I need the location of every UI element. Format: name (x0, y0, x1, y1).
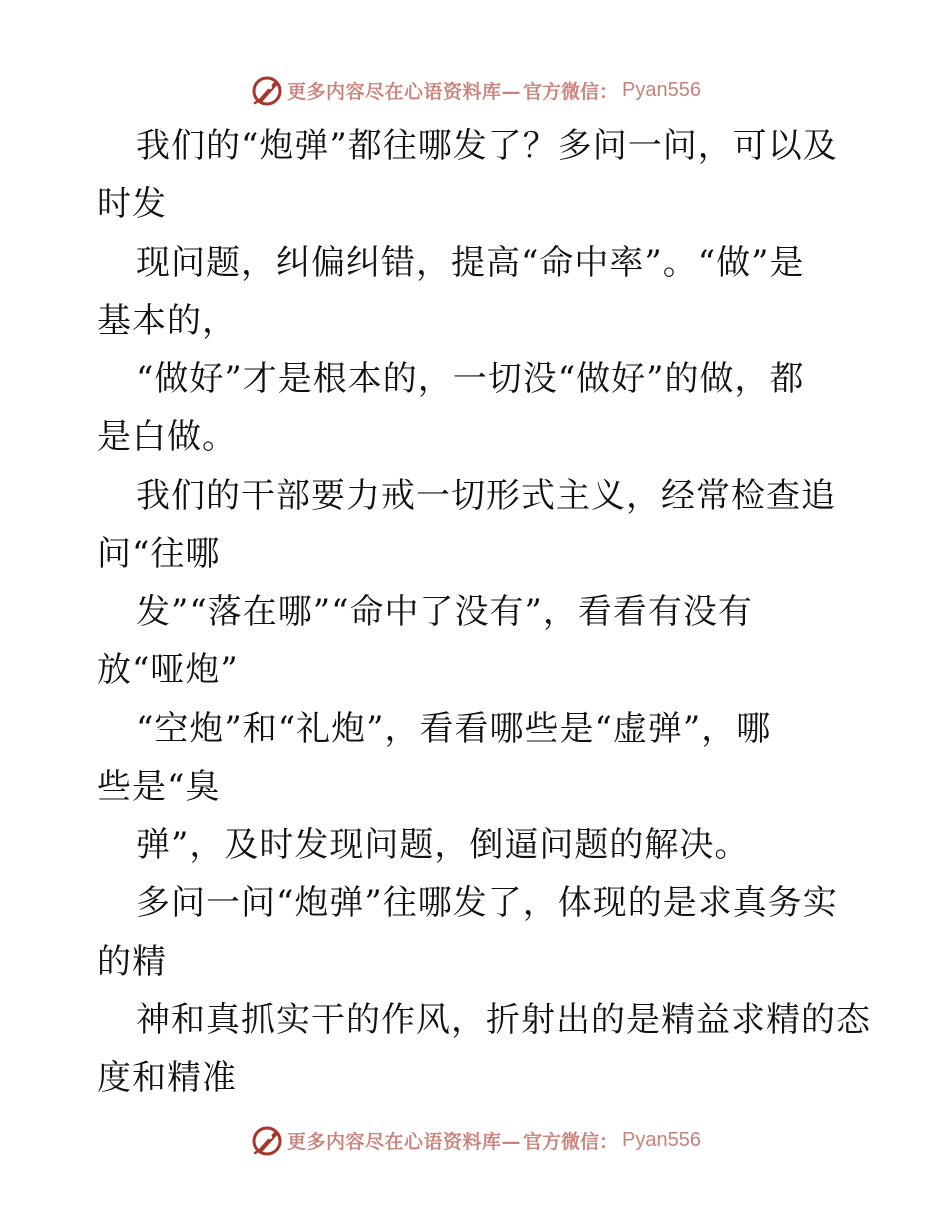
body-line-11: “空炮”和“礼炮”，看看哪些是“虚弹”，哪 (136, 709, 772, 749)
body-line-9: 发”“落在哪”“命中了没有”，看看有没有 (136, 592, 753, 632)
body-line-7: 我们的干部要力戒一切形式主义，经常检查追 (136, 476, 836, 516)
body-line-8: 问“往哪 (97, 534, 221, 574)
watermark-wechat-id: Pyan556 (622, 1128, 701, 1151)
body-line-12: 些是“臭 (97, 767, 221, 807)
body-line-5: “做好”才是根本的，一切没“做好”的做，都 (136, 359, 805, 399)
body-line-6: 是白做。 (97, 417, 237, 457)
footer-watermark-banner (0, 1120, 950, 1160)
body-line-16: 神和真抓实干的作风，折射出的是精益求精的态 (136, 1000, 871, 1040)
watermark-wechat-label: 官方微信： (523, 1130, 619, 1153)
body-line-13: 弹”，及时发现问题，倒逼问题的解决。 (136, 825, 750, 865)
quill-logo-icon (249, 1122, 285, 1158)
body-line-4: 基本的， (97, 301, 237, 341)
body-line-17: 度和精准 (97, 1058, 237, 1098)
body-line-14: 多问一问“炮弹”往哪发了，体现的是求真务实 (136, 883, 838, 923)
watermark-wechat-id: Pyan556 (622, 78, 701, 101)
body-line-1: 我们的“炮弹”都往哪发了？多问一问，可以及 (136, 126, 838, 166)
watermark-wechat-label: 官方微信： (523, 80, 619, 103)
body-line-2: 时发 (97, 184, 167, 224)
quill-logo-icon (249, 72, 285, 108)
body-line-3: 现问题，纠偏纠错，提高“命中率”。“做”是 (136, 243, 805, 283)
watermark-text: 更多内容尽在心语资料库— (287, 80, 522, 103)
body-line-15: 的精 (97, 942, 167, 982)
watermark-text: 更多内容尽在心语资料库— (287, 1130, 522, 1153)
header-watermark-banner (0, 70, 950, 110)
body-line-10: 放“哑炮” (97, 650, 239, 690)
